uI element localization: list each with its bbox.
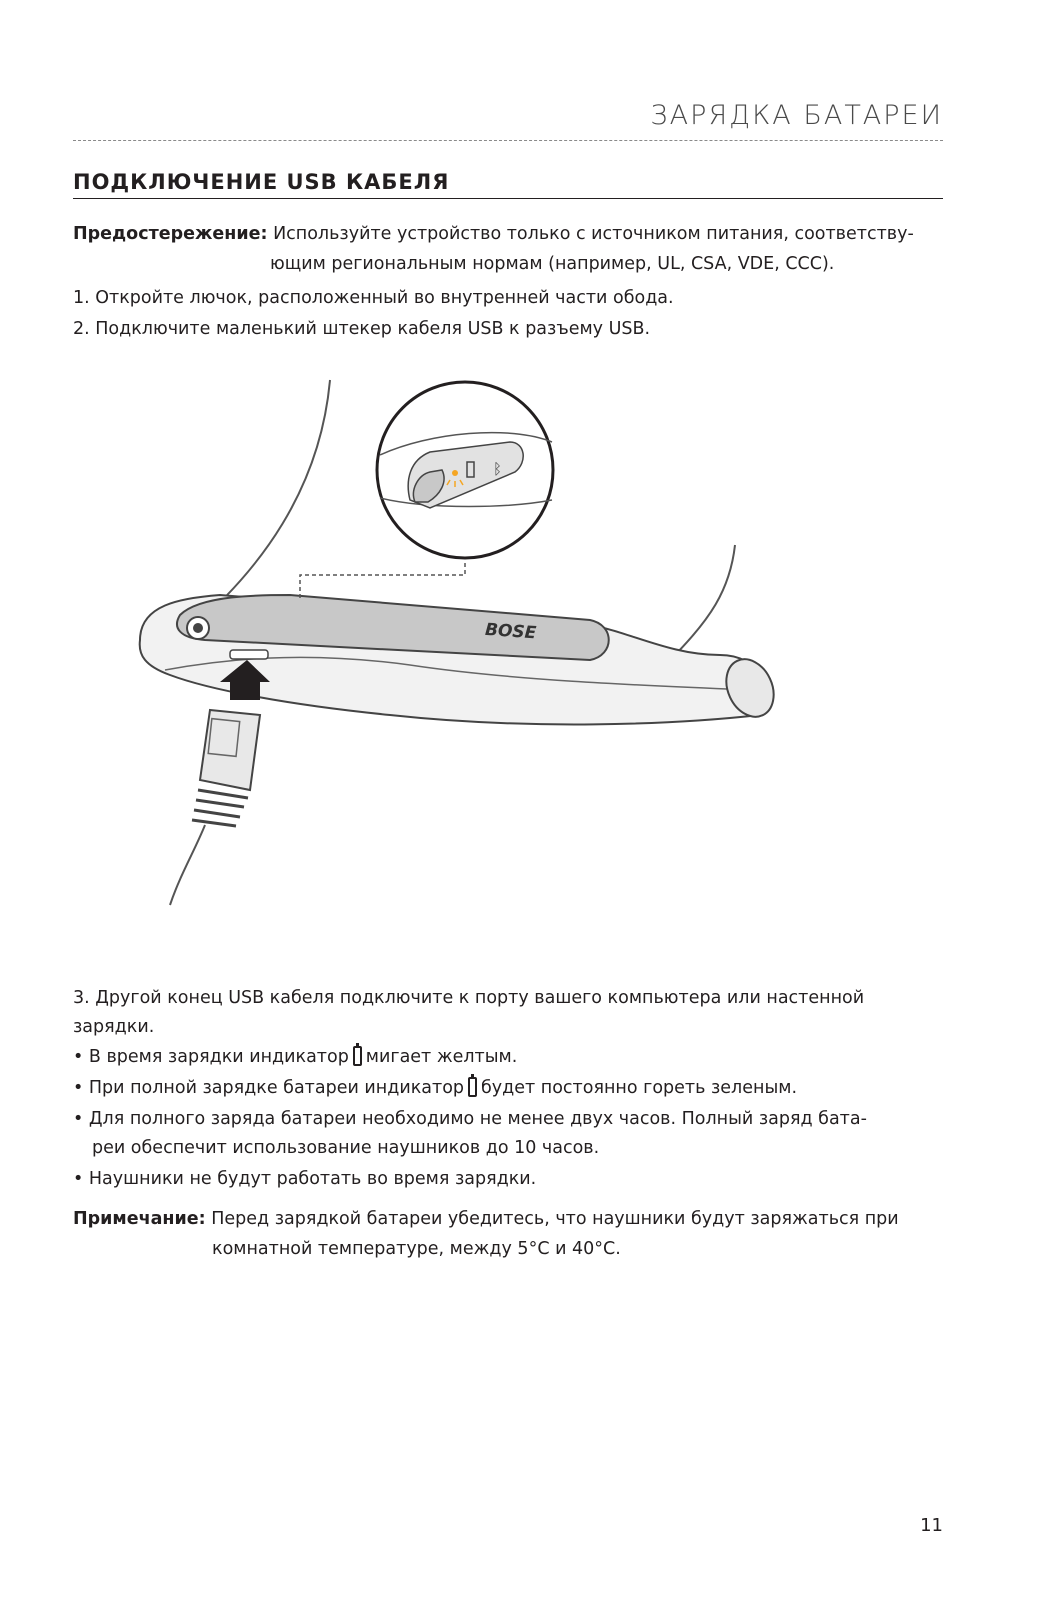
usb-plug-ribs xyxy=(192,790,248,826)
zoom-connector xyxy=(300,560,465,598)
note-line-1 xyxy=(73,1204,943,1234)
note-label: Примечание: xyxy=(73,1209,206,1229)
battery-icon xyxy=(468,1077,477,1097)
battery-icon xyxy=(353,1046,362,1066)
brand-logo: BOSE xyxy=(484,619,537,644)
usb-cable xyxy=(170,825,205,905)
note-text-1: Перед зарядкой батареи убедитесь, что наушники будут заряжаться при xyxy=(211,1209,899,1229)
step-3-line-2: зарядки. xyxy=(73,1017,155,1037)
caution-text-2: ющим региональным нормам (например, UL, CSA, VDE, CCC). xyxy=(270,254,835,274)
bullet-3-line-1: • Для полного заряда батареи необходимо не менее двух часов. Полный заряд бата- xyxy=(73,1109,867,1129)
step-2: 2. Подключите маленький штекер кабеля USB к разъему USB. xyxy=(73,319,651,339)
charge-led xyxy=(452,470,458,476)
page-number: 11 xyxy=(920,1515,943,1536)
caution-label: Предостережение: xyxy=(73,224,268,244)
bullet-2-text-b: будет постоянно гореть зеленым. xyxy=(481,1078,798,1098)
headphone-cable-left xyxy=(190,380,330,630)
caution-text-1: Используйте устройство только с источником питания, соответству- xyxy=(273,224,914,244)
usb-port xyxy=(230,650,268,659)
bullet-3-line-2: реи обеспечит использование наушников до 10 часов. xyxy=(92,1138,600,1158)
page-title: ПОДКЛЮЧЕНИЕ USB КАБЕЛЯ xyxy=(73,170,450,194)
section-header: ЗАРЯДКА БАТАРЕИ xyxy=(650,100,943,131)
bullet-4: • Наушники не будут работать во время зарядки. xyxy=(73,1169,537,1189)
header-divider xyxy=(73,140,943,141)
headphones-usb-illustration xyxy=(110,370,810,915)
bullet-1 xyxy=(73,1042,517,1072)
headphone-cable-right xyxy=(670,545,735,660)
step-1: 1. Откройте лючок, расположенный во внутренней части обода. xyxy=(73,288,674,308)
bullet-1-text-b: мигает желтым. xyxy=(365,1047,518,1067)
bullet-1-text-a: • В время зарядки индикатор xyxy=(73,1047,349,1067)
bullet-2 xyxy=(73,1073,797,1103)
bullet-2-text-a: • При полной зарядке батареи индикатор xyxy=(73,1078,465,1098)
step-3-line-1: 3. Другой конец USB кабеля подключите к порту вашего компьютера или настенной xyxy=(73,988,865,1008)
caution-line-1 xyxy=(73,219,943,249)
title-divider xyxy=(73,198,943,199)
bluetooth-icon: ᛒ xyxy=(493,460,503,478)
note-text-2: комнатной температуре, между 5°C и 40°C. xyxy=(212,1239,621,1259)
